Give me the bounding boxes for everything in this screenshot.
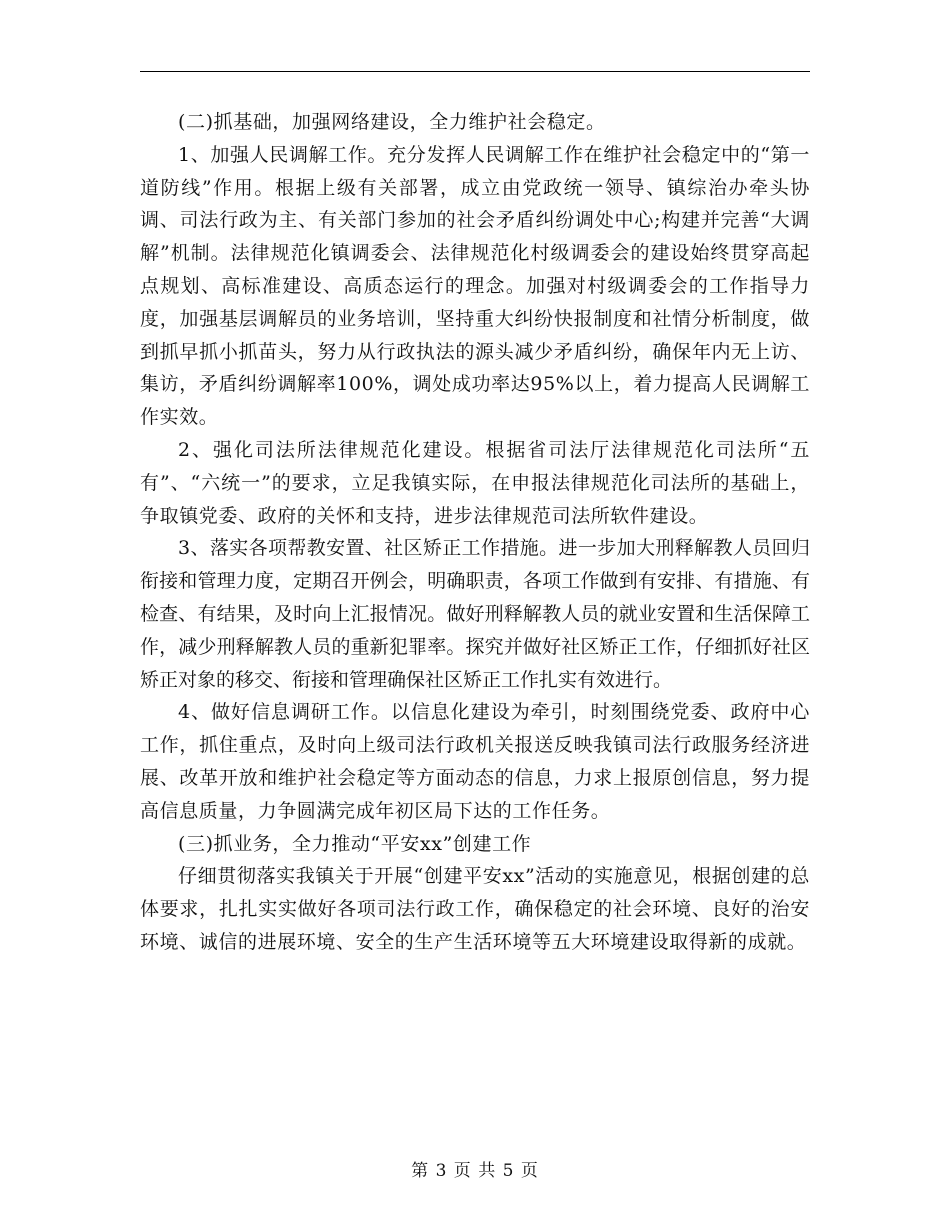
paragraph-judicial-office: 2、强化司法所法律规范化建设。根据省司法厅法律规范化司法所“五有”、“六统一”的要求，立足我镇实际，在申报法律规范化司法所的基础上，争取镇党委、政府的关怀和支持，进步法律规范司法所软件建设。 — [140, 438, 810, 527]
header-rule — [140, 71, 810, 72]
paragraph-correction: 3、落实各项帮教安置、社区矫正工作措施。进一步加大刑释解教人员回归衔接和管理力度，定期召开例会，明确职责，各项工作做到有安排、有措施、有检查、有结果，及时向上汇报情况。做好刑释解教人员的就业安置和生活保障工作，减少刑释解教人员的重新犯罪率。探究并做好社区矫正工作，仔细抓好社区矫正对象的移交、衔接和管理确保社区矫正工作扎实有效进行。 — [140, 537, 810, 691]
page-number-footer: 第 3 页 共 5 页 — [411, 1161, 539, 1181]
section-heading-3: (三)抓业务，全力推动“平安xx”创建工作 — [178, 832, 532, 855]
paragraph-safety-campaign: 仔细贯彻落实我镇关于开展“创建平安xx”活动的实施意见，根据创建的总体要求，扎扎实实做好各项司法行政工作，确保稳定的社会环境、良好的治安环境、诚信的进展环境、安全的生产生活环境等五大环境建设取得新的成就。 — [140, 865, 810, 953]
paragraph-information: 4、做好信息调研工作。以信息化建设为牵引，时刻围绕党委、政府中心工作，抓住重点，及时向上级司法行政机关报送反映我镇司法行政服务经济进展、改革开放和维护社会稳定等方面动态的信息，力求上报原创信息，努力提高信息质量，力争圆满完成年初区局下达的工作任务。 — [140, 701, 810, 822]
section-heading-2: (二)抓基础，加强网络建设，全力维护社会稳定。 — [178, 111, 606, 133]
document-body — [140, 106, 810, 959]
paragraph-mediation: 1、加强人民调解工作。充分发挥人民调解工作在维护社会稳定中的“第一道防线”作用。根据上级有关部署，成立由党政统一领导、镇综治办牵头协调、司法行政为主、有关部门参加的社会矛盾纠纷调处中心;构建并完善“大调解”机制。法律规范化镇调委会、法律规范化村级调委会的建设始终贯穿高起点规划、高标准建设、高质态运行的理念。加强对村级调委会的工作指导力度，加强基层调解员的业务培训，坚持重大纠纷快报制度和社情分析制度，做到抓早抓小抓苗头，努力从行政执法的源头减少矛盾纠纷，确保年内无上访、集访，矛盾纠纷调解率100%，调处成功率达95%以上，着力提高人民调解工作实效。 — [140, 143, 810, 429]
